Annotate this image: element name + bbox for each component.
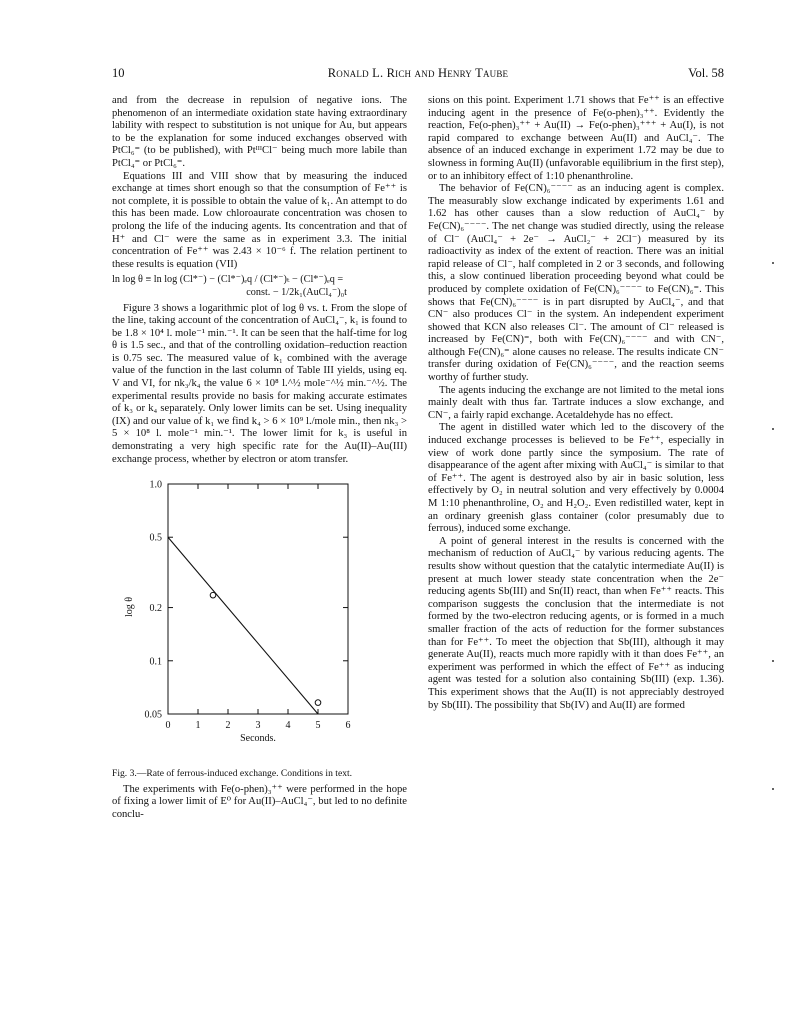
figure-caption: Fig. 3.—Rate of ferrous-induced exchange. Conditions in text. [112,768,353,780]
y-tick-label: 1.0 [149,479,162,491]
margin-mark [772,262,774,264]
fit-line [168,537,318,714]
equation-line-1: ln log θ ≡ ln log (Cl*⁻) − (Cl*⁻)ₑq / (Cl*⁻)ₜ − (Cl*⁻)ₑq = [112,274,344,286]
y-tick-label: 0.5 [149,532,162,544]
x-axis-label: Seconds. [240,733,276,745]
left-paragraph-4: The experiments with Fe(o-phen)₃⁺⁺ were performed in the hope of fixing a lower limit of E⁰ for Au(II)–AuCl₄⁻, but led to no definite conclu- [112,783,407,820]
y-axis-label: log θ [124,597,135,618]
x-tick-label: 1 [195,720,201,732]
figure-3 [112,470,407,766]
left-paragraph-3: Figure 3 shows a logarithmic plot of log θ vs. t. From the slope of the line, taking account of the concentration of AuCl₄⁻, k₁ is found to be 1.8 × 10⁴ l. mole⁻¹ min.⁻¹. It can be seen that the half-time for log θ is 1.5 sec., and that of the controlling oxidation–reduction reaction is 0.75 sec. The measured value of k₁ combined with the average value of the function in the last column of Table III yields, using eq. V and VI, for nk₃/k₄ the value 6 × 10⁸ l.^½ mole⁻^½ min.⁻^½. The experimental results provide no basis for making accurate estimates of k₃ or k₄ separately. Only lower limits can be set. Using inequality (IX) and our value of k₁ we find k₄ > 6 × 10⁹ l./mole min., then nk₃ > 5 × 10⁸ l. mole⁻¹ min.⁻¹. The lower limit for k₃ is useful in demonstrating a very high specific rate for the Au(II)–Au(III) exchange process, whether by electron or atom transfer. [112,302,407,465]
equation-vii [112,274,407,299]
data-point [210,593,216,599]
y-tick-label: 0.1 [149,656,162,668]
plot-frame [168,484,348,714]
volume-label: Vol. 58 [688,66,724,80]
running-head [112,66,724,84]
y-tick-label: 0.2 [149,603,162,615]
x-tick-label: 6 [345,720,351,732]
running-head-authors: Ronald L. Rich and Henry Taube [327,66,509,80]
equation-line-2: const. − 1/2k₁(AuCl₄⁻)₀t [246,286,347,298]
data-point [315,700,321,706]
right-paragraph-1: sions on this point. Experiment 1.71 shows that Fe⁺⁺ is an effective inducing agent in the presence of Fe(o-phen)₃⁺⁺. Evidently the reaction, Fe(o-phen)₃⁺⁺ + Au(II) → Fe(o-phen)₃⁺⁺⁺ + Au(I), is not rapid compared to exchange between Au(II) and AuCl₄⁻. The absence of an induced exchange in experiment 1.72 may be due to slowness in forming Au(II) (unfavorable equilibrium in the first step), or to an inhibitory effect of 1:10 phenanthroline. [428,95,724,182]
y-tick-label: 0.05 [144,709,162,721]
right-paragraph-2: The behavior of Fe(CN)₆⁻⁻⁻⁻ as an inducing agent is complex. The measurably slow exchange indicated by experiments 1.61 and 1.62 has other causes than a slow reduction of AuCl₄⁻ by Fe(CN)₆⁻⁻⁻⁻. The net change was studied directly, using the release of Cl⁻ (AuCl₄⁻ + 2e⁻ → AuCl₂⁻ + 2Cl⁻) measured by its radioactivity as index of the extent of reaction. There was an initial rapid release of Cl⁻, half completed in 2 or 3 seconds, and following this, a slow continued liberation proceeding beyond what could be produced by complete oxidation of Fe(CN)₆⁻⁻⁻⁻ to Fe(CN)₆⁼. This shows that Fe(CN)₆⁻⁻⁻⁻ is in part disrupted by AuCl₄⁻, and that CN⁻ also produces Cl⁻ in the system. An independent experiment showed that KCN also releases Cl⁻. The amount of Cl⁻ released is increased by Fe(CN)⁼, both with Fe(CN)₆⁻⁻⁻⁻ and with CN⁻, although Fe(CN)₆⁼ alone causes no release. The results indicate CN⁻ transfer during oxidation of Fe(CN)₆⁻⁻⁻⁻, and the reaction seems worthy of further study. [428,183,724,384]
right-column [428,95,724,712]
margin-mark [772,788,774,790]
x-tick-label: 5 [315,720,321,732]
x-tick-label: 0 [165,720,171,732]
log-theta-plot [112,470,407,766]
right-paragraph-5: A point of general interest in the results is concerned with the mechanism of reduction of AuCl₄⁻ by various reducing agents. The results show without question that the catalytic intermediate Au(II) is present at much lower steady state concentration when the 2e⁻ reducing agents Sb(III) and Sn(II) react, than when Fe⁺⁺ reacts. This comparison suggests the conclusion that the intermediate is not formed by the two-electron reducing agents, or is formed in a much smaller fraction of the acts of reduction for the former substances than for Fe⁺⁺. To meet the objection that Sb(III), although it may generate Au(II), reacts much more rapidly with it than does Fe⁺⁺, an experiment was performed in which the effect of Fe⁺⁺ as inducing agent was tested for a solution also containing Sb(III) (exp. 1.36). This experiment shows that the Au(II) is not appreciably destroyed by Sb(III). The possibility that Sb(IV) and Au(II) are formed [428,535,724,711]
right-paragraph-4: The agent in distilled water which led to the discovery of the induced exchange processes is believed to be Fe⁺⁺, especially in view of work done partly since the symposium. The rate of disappearance of the agent after mixing with AuCl₄⁻ is similar to that of Fe⁺⁺. The agent is destroyed also by air in basic solution, less effectively by O₂ in neutral solution and very effectively by 0.0004 M 1:10 phenanthroline, O₂ and H₂O₂. Even redistilled water, kept in an ordinary greenish glass container (color presumably due to ferrous), induced some exchange. [428,422,724,535]
right-paragraph-3: The agents inducing the exchange are not limited to the metal ions mainly dealt with thus far. Tartrate induces a slow exchange, and CN⁻, a fairly rapid exchange. Acetaldehyde has no effect. [428,384,724,421]
page-number: 10 [112,66,125,80]
x-tick-label: 4 [285,720,291,732]
margin-mark [772,660,774,662]
left-paragraph-2: Equations III and VIII show that by measuring the induced exchange at times short enough so that the consumption of Fe⁺⁺ is not complete, it is possible to obtain the value of k₁. An attempt to do this has been made. Low chloroaurate concentration was chosen to prolong the life of the inducing agents. Its concentration and that of H⁺ and Cl⁻ were the same as in experiment 3.3. The initial concentration of Fe⁺⁺ was 2.43 × 10⁻⁶ f. The relation pertinent to these results is equation (VII) [112,170,407,270]
left-column [112,95,407,821]
margin-mark [772,428,774,430]
left-paragraph-1: and from the decrease in repulsion of negative ions. The phenomenon of an intermediate oxidation state having extraordinary lability with respect to substitution is not unique for Au, but appears to be the explanation for some induced exchanges observed with PtCl₆⁼ (to be published), with PtᴵᴵᴵCl⁻ being much more labile than PtCl₄⁼ or PtCl₆⁼. [112,95,407,169]
x-tick-label: 3 [255,720,261,732]
x-tick-label: 2 [225,720,231,732]
